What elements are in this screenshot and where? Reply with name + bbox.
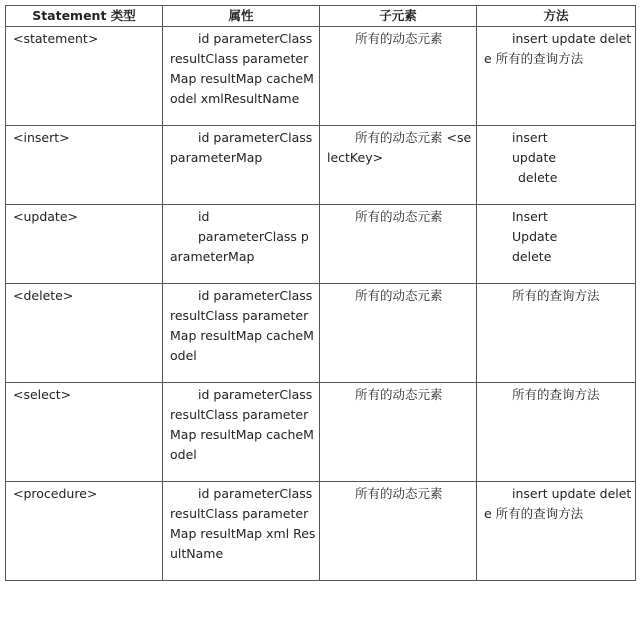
children-cell: 所有的动态元素 [320, 27, 477, 126]
method-line: update [512, 150, 557, 165]
type-cell: <statement> [6, 27, 163, 126]
type-cell: <insert> [6, 126, 163, 205]
table-row [6, 126, 636, 205]
table-row [6, 205, 636, 284]
table-row [6, 383, 636, 482]
method-line: insert [512, 130, 548, 145]
attributes-cell: id parameterClass resultClass parameterMap resultMap cacheModel [163, 284, 320, 383]
methods-cell [477, 205, 636, 284]
type-cell: <update> [6, 205, 163, 284]
header-statement-type: Statement 类型 [6, 6, 163, 27]
type-cell: <select> [6, 383, 163, 482]
attributes-cell: id parameterClass resultClass parameterMap resultMap cacheModel xmlResultName [163, 27, 320, 126]
method-line: Insert [512, 209, 548, 224]
methods-cell: insert update delete 所有的查询方法 [477, 482, 636, 581]
type-cell: <procedure> [6, 482, 163, 581]
table-header-row [6, 6, 636, 27]
methods-cell: 所有的查询方法 [477, 383, 636, 482]
attributes-cell [163, 205, 320, 284]
header-child-elements: 子元素 [320, 6, 477, 27]
attribute-line: parameterClass parameterMap [170, 229, 309, 264]
children-cell: 所有的动态元素 [320, 284, 477, 383]
type-cell: <delete> [6, 284, 163, 383]
table-row [6, 27, 636, 126]
methods-cell: insert update delete 所有的查询方法 [477, 27, 636, 126]
attributes-cell: id parameterClass resultClass parameterMap resultMap cacheModel [163, 383, 320, 482]
methods-cell: 所有的查询方法 [477, 284, 636, 383]
attributes-cell: id parameterClass resultClass parameterMap resultMap xml ResultName [163, 482, 320, 581]
method-line: Update [512, 229, 558, 244]
header-attributes: 属性 [163, 6, 320, 27]
methods-cell [477, 126, 636, 205]
attributes-cell: id parameterClass parameterMap [163, 126, 320, 205]
attribute-line: id [198, 209, 210, 224]
children-cell: 所有的动态元素 [320, 482, 477, 581]
header-methods: 方法 [477, 6, 636, 27]
statement-table [5, 5, 636, 581]
children-cell: 所有的动态元素 <selectKey> [320, 126, 477, 205]
children-cell: 所有的动态元素 [320, 205, 477, 284]
table-row [6, 482, 636, 581]
method-line: delete [512, 249, 552, 264]
children-cell: 所有的动态元素 [320, 383, 477, 482]
table-row [6, 284, 636, 383]
method-line: delete [518, 170, 558, 185]
